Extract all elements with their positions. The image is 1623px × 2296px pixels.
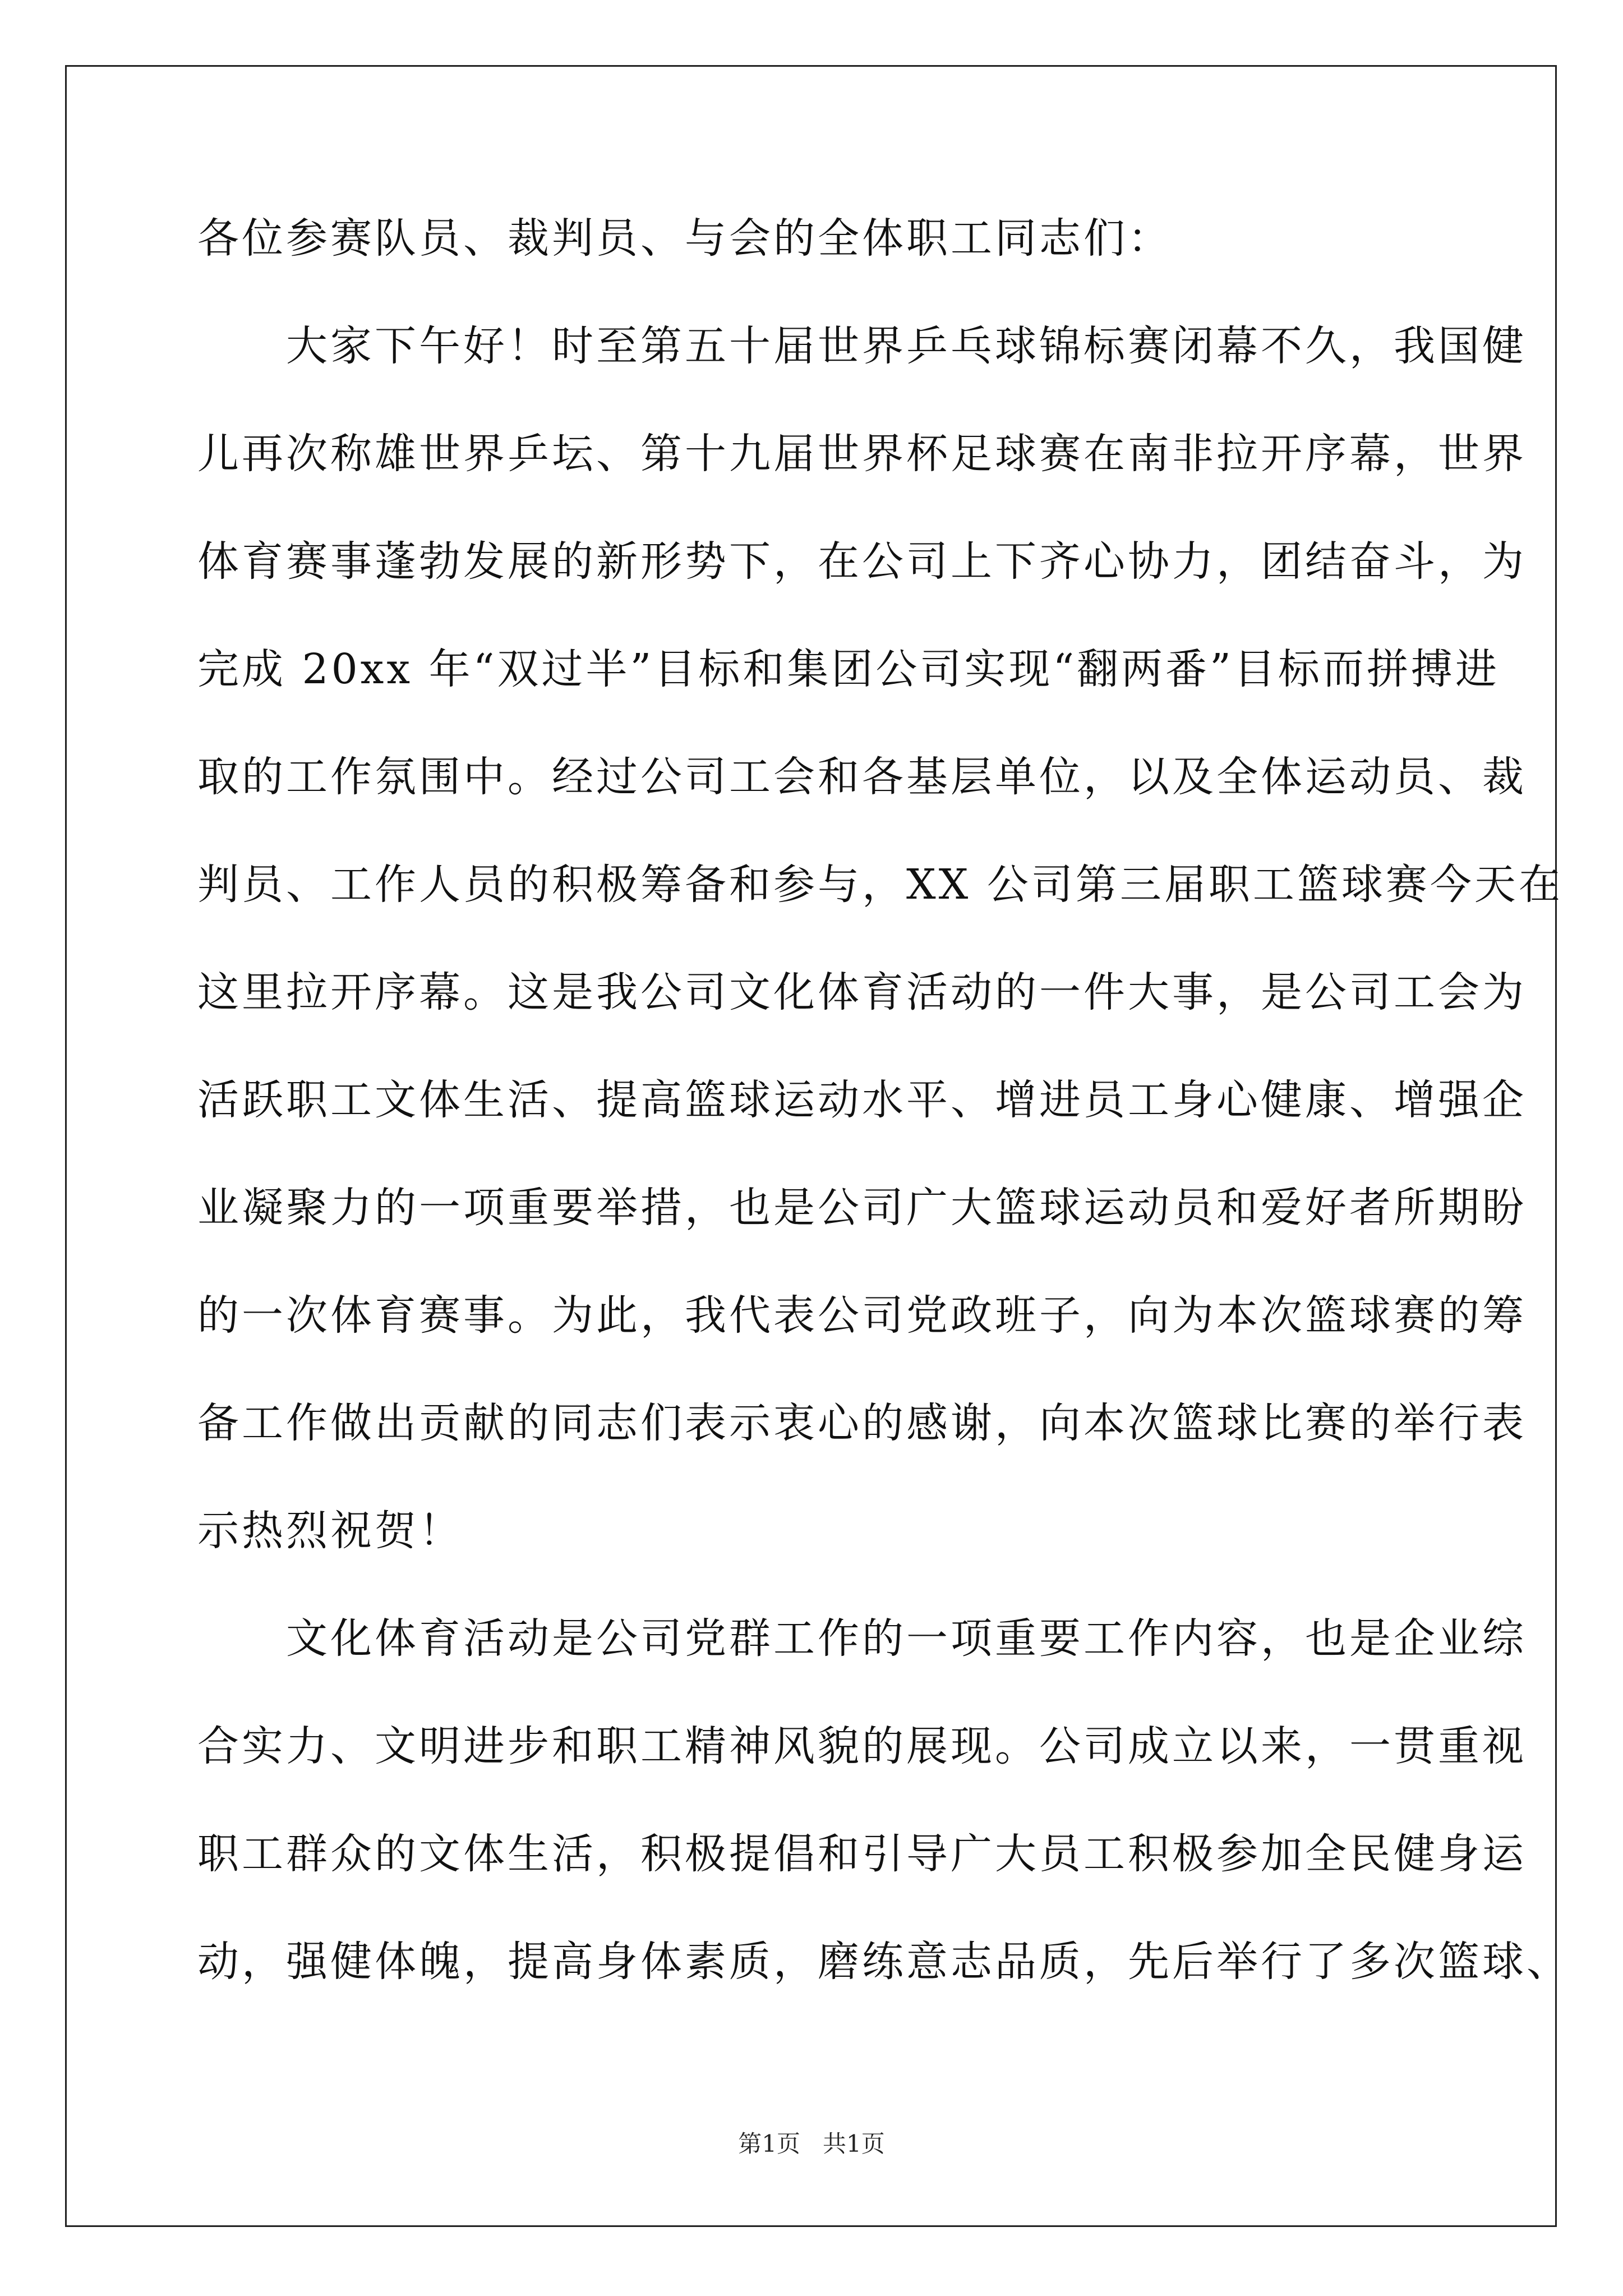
text-line: 职工群众的文体生活，积极提倡和引导广大员工积极参加全民健身运 [197, 1830, 1527, 1878]
text-line: 这里拉开序幕。这是我公司文化体育活动的一件大事，是公司工会为 [197, 968, 1527, 1016]
text-line: 完成 20xx 年“双过半”目标和集团公司实现“翻两番”目标而拼搏进 [197, 645, 1500, 693]
text-line: 的一次体育赛事。为此，我代表公司党政班子，向为本次篮球赛的筹 [197, 1291, 1527, 1340]
document-body [197, 208, 1571, 2039]
text-line: 各位参赛队员、裁判员、与会的全体职工同志们： [197, 214, 1172, 263]
text-line: 体育赛事蓬勃发展的新形势下，在公司上下齐心协力，团结奋斗，为 [197, 537, 1527, 586]
text-line: 示热烈祝贺！ [197, 1507, 463, 1555]
text-line: 文化体育活动是公司党群工作的一项重要工作内容，也是企业综 [197, 1614, 1527, 1663]
text-line: 业凝聚力的一项重要举措，也是公司广大篮球运动员和爱好者所期盼 [197, 1184, 1527, 1232]
text-line: 合实力、文明进步和职工精神风貌的展现。公司成立以来，一贯重视 [197, 1722, 1527, 1770]
text-line: 活跃职工文体生活、提高篮球运动水平、增进员工身心健康、增强企 [197, 1076, 1527, 1124]
text-line: 取的工作氛围中。经过公司工会和各基层单位，以及全体运动员、裁 [197, 753, 1527, 801]
text-line: 动，强健体魄，提高身体素质，磨练意志品质，先后举行了多次篮球、 [197, 1938, 1571, 1986]
text-line: 备工作做出贡献的同志们表示衷心的感谢，向本次篮球比赛的举行表 [197, 1399, 1527, 1447]
page-footer: 第1页 共1页 [738, 2130, 885, 2157]
text-line: 大家下午好！时至第五十届世界乒乓球锦标赛闭幕不久，我国健 [197, 322, 1527, 370]
text-line: 儿再次称雄世界乒坛、第十九届世界杯足球赛在南非拉开序幕，世界 [197, 430, 1527, 478]
text-line: 判员、工作人员的积极筹备和参与，XX 公司第三届职工篮球赛今天在 [197, 861, 1563, 909]
